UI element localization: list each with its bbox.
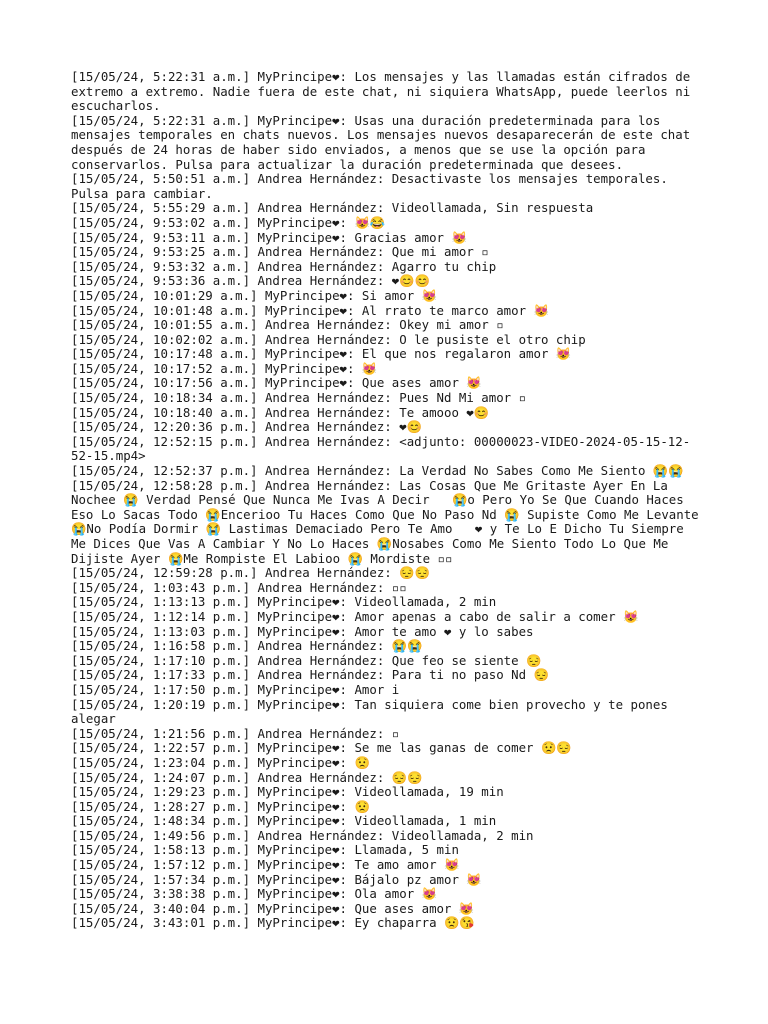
chat-line: [15/05/24, 9:53:02 a.m.] MyPrincipe❤: 😻😂 [71, 214, 386, 230]
chat-line: [15/05/24, 1:57:34 p.m.] MyPrincipe❤: Bájalo pz amor 😻 [71, 871, 482, 887]
chat-line: [15/05/24, 5:22:31 a.m.] MyPrincipe❤: Los mensajes y las llamadas están cifrados de extremo a extremo. Nadie fuera de este chat, ni siquiera WhatsApp, puede leerlos ni escucharlos. [71, 69, 698, 114]
chat-line: [15/05/24, 1:03:43 p.m.] Andrea Hernández: ▫▫ [71, 579, 407, 595]
chat-line: [15/05/24, 1:17:50 p.m.] MyPrincipe❤: Amor i [71, 681, 400, 697]
chat-line: [15/05/24, 12:59:28 p.m.] Andrea Hernández: 😔😔 [71, 565, 431, 581]
chat-line: [15/05/24, 9:53:11 a.m.] MyPrincipe❤: Gracias amor 😻 [71, 229, 467, 245]
chat-line: [15/05/24, 1:20:19 p.m.] MyPrincipe❤: Tan siquiera come bien provecho y te pones alegar [71, 696, 676, 727]
chat-export-text [71, 69, 707, 931]
chat-line: [15/05/24, 9:53:32 a.m.] Andrea Hernández: Agarro tu chip [71, 258, 497, 274]
chat-line: [15/05/24, 12:58:28 p.m.] Andrea Hernández: Las Cosas Que Me Gritaste Ayer En La Nochee 😭 Verdad Pensé Que Nunca Me Ivas A Decir 😭o Pero Yo Se Que Cuando Haces Eso Lo Sacas Todo 😭Encerioo Tu Haces Como Que No Paso Nd 😭 Supiste Como Me Levante 😭No Podía Dormir 😭 Lastimas Demaciado Pero Te Amo ❤ y Te Lo E Dicho Tu Siempre Me Dices Que Vas A Cambiar Y No Lo Haces 😭Nosabes Como Me Siento Todo Lo Que Me Dijiste Ayer 😭Me Rompiste El Labioo 😭 Mordiste ▫▫ [71, 477, 707, 566]
chat-line: [15/05/24, 1:17:33 p.m.] Andrea Hernández: Para ti no paso Nd 😔 [71, 667, 549, 683]
chat-line: [15/05/24, 10:18:40 a.m.] Andrea Hernández: Te amooo ❤😊 [71, 404, 490, 420]
chat-line: [15/05/24, 1:48:34 p.m.] MyPrincipe❤: Videollamada, 1 min [71, 813, 497, 829]
chat-line: [15/05/24, 1:21:56 p.m.] Andrea Hernández: ▫ [71, 725, 400, 741]
chat-line: [15/05/24, 5:22:31 a.m.] MyPrincipe❤: Usas una duración predeterminada para los mensajes temporales en chats nuevos. Los mensajes nuevos desaparecerán de este chat después de 24 horas de haber sido enviados, a menos que se use la opción para conservarlos. Pulsa para actualizar la duración predeterminada que desees. [71, 112, 698, 172]
chat-line: [15/05/24, 1:13:03 p.m.] MyPrincipe❤: Amor te amo ❤ y lo sabes [71, 623, 534, 639]
chat-line: [15/05/24, 1:29:23 p.m.] MyPrincipe❤: Videollamada, 19 min [71, 784, 504, 800]
chat-line: [15/05/24, 3:40:04 p.m.] MyPrincipe❤: Que ases amor 😻 [71, 900, 475, 916]
chat-line: [15/05/24, 1:58:13 p.m.] MyPrincipe❤: Llamada, 5 min [71, 842, 459, 858]
chat-line: [15/05/24, 10:01:29 a.m.] MyPrincipe❤: Si amor 😻 [71, 287, 438, 303]
chat-line: [15/05/24, 1:23:04 p.m.] MyPrincipe❤: 😟 [71, 754, 370, 770]
chat-line: [15/05/24, 1:17:10 p.m.] Andrea Hernández: Que feo se siente 😔 [71, 652, 542, 668]
chat-line: [15/05/24, 12:52:15 p.m.] Andrea Hernández: <adjunto: 00000023-VIDEO-2024-05-15-12-52-15.mp4> [71, 433, 691, 464]
chat-line: [15/05/24, 5:50:51 a.m.] Andrea Hernández: Desactivaste los mensajes temporales. Pulsa para cambiar. [71, 171, 676, 201]
chat-line: [15/05/24, 12:52:37 p.m.] Andrea Hernández: La Verdad No Sabes Como Me Siento 😭😭 [71, 463, 684, 479]
chat-line: [15/05/24, 1:22:57 p.m.] MyPrincipe❤: Se me las ganas de comer 😟😔 [71, 740, 572, 756]
chat-line: [15/05/24, 1:12:14 p.m.] MyPrincipe❤: Amor apenas a cabo de salir a comer 😻 [71, 608, 639, 624]
chat-line: [15/05/24, 3:43:01 p.m.] MyPrincipe❤: Ey chaparra 😟😘 [71, 915, 475, 931]
chat-line: [15/05/24, 1:13:13 p.m.] MyPrincipe❤: Videollamada, 2 min [71, 594, 497, 610]
chat-line: [15/05/24, 10:02:02 a.m.] Andrea Hernández: O le pusiste el otro chip [71, 331, 586, 347]
chat-line: [15/05/24, 9:53:36 a.m.] Andrea Hernández: ❤😊😊 [71, 273, 431, 289]
chat-line: [15/05/24, 5:55:29 a.m.] Andrea Hernández: Videollamada, Sin respuesta [71, 200, 594, 216]
chat-line: [15/05/24, 10:17:48 a.m.] MyPrincipe❤: El que nos regalaron amor 😻 [71, 346, 572, 362]
chat-line: [15/05/24, 1:16:58 p.m.] Andrea Hernández: 😭😭 [71, 638, 423, 654]
chat-line: [15/05/24, 1:24:07 p.m.] Andrea Hernández: 😔😔 [71, 769, 423, 785]
chat-line: [15/05/24, 3:38:38 p.m.] MyPrincipe❤: Ola amor 😻 [71, 886, 438, 902]
chat-line: [15/05/24, 10:17:56 a.m.] MyPrincipe❤: Que ases amor 😻 [71, 375, 482, 391]
chat-line: [15/05/24, 10:01:55 a.m.] Andrea Hernández: Okey mi amor ▫ [71, 317, 504, 333]
chat-line: [15/05/24, 1:57:12 p.m.] MyPrincipe❤: Te amo amor 😻 [71, 857, 460, 873]
chat-line: [15/05/24, 10:01:48 a.m.] MyPrincipe❤: Al rrato te marco amor 😻 [71, 302, 549, 318]
chat-line: [15/05/24, 10:17:52 a.m.] MyPrincipe❤: 😻 [71, 360, 378, 376]
chat-line: [15/05/24, 1:28:27 p.m.] MyPrincipe❤: 😟 [71, 798, 370, 814]
chat-line: [15/05/24, 1:49:56 p.m.] Andrea Hernández: Videollamada, 2 min [71, 827, 534, 843]
chat-line: [15/05/24, 10:18:34 a.m.] Andrea Hernández: Pues Nd Mi amor ▫ [71, 390, 527, 406]
chat-line: [15/05/24, 9:53:25 a.m.] Andrea Hernández: Que mi amor ▫ [71, 244, 489, 260]
chat-line: [15/05/24, 12:20:36 p.m.] Andrea Hernández: ❤😊 [71, 419, 423, 435]
